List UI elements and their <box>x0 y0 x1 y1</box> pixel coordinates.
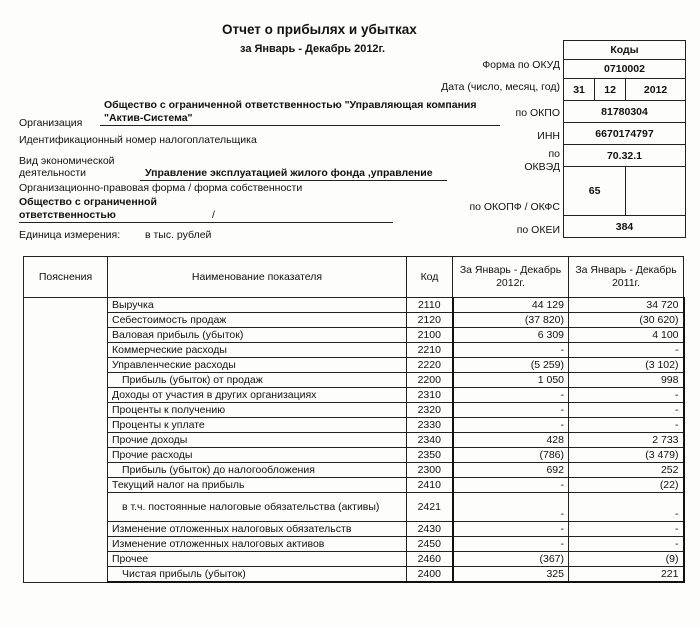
okud-value: 0710002 <box>564 60 686 79</box>
row-code: 2460 <box>407 552 453 567</box>
row-value-2012: - <box>453 537 569 552</box>
org-label: Организация <box>19 117 83 129</box>
row-value-2012: 428 <box>453 433 569 448</box>
col-2011: За Январь - Декабрь 2011г. <box>569 257 684 298</box>
row-name: Коммерческие расходы <box>108 343 407 358</box>
row-value-2011: 2 733 <box>569 433 684 448</box>
row-value-2012: - <box>453 343 569 358</box>
table-row <box>24 448 684 463</box>
row-value-2011: - <box>569 388 684 403</box>
row-value-2012: - <box>453 478 569 493</box>
table-row <box>24 433 684 448</box>
table-row <box>24 522 684 537</box>
row-code: 2430 <box>407 522 453 537</box>
inn-code-label: ИНН <box>537 130 560 142</box>
row-value-2011: - <box>569 493 684 522</box>
row-code: 2310 <box>407 388 453 403</box>
row-code: 2300 <box>407 463 453 478</box>
okopf-label: по ОКОПФ / ОКФС <box>469 201 560 213</box>
row-name: Проценты к получению <box>108 403 407 418</box>
row-value-2012: 325 <box>453 567 569 583</box>
row-name: Проценты к уплате <box>108 418 407 433</box>
row-value-2011: - <box>569 522 684 537</box>
row-code: 2220 <box>407 358 453 373</box>
okved-label-line2: ОКВЭД <box>524 161 560 173</box>
row-value-2012: - <box>453 493 569 522</box>
row-code: 2340 <box>407 433 453 448</box>
table-row <box>24 537 684 552</box>
row-value-2012: (5 259) <box>453 358 569 373</box>
legal-form-line1: Общество с ограниченной <box>19 196 157 208</box>
col-code: Код <box>407 257 453 298</box>
row-value-2012: 692 <box>453 463 569 478</box>
okved-value: 70.32.1 <box>564 145 686 167</box>
table-row <box>24 313 684 328</box>
table-row <box>24 478 684 493</box>
row-code: 2200 <box>407 373 453 388</box>
pnl-table <box>23 256 685 583</box>
row-code: 2350 <box>407 448 453 463</box>
row-code: 2330 <box>407 418 453 433</box>
codes-block <box>563 40 686 238</box>
org-underline <box>100 125 500 126</box>
row-code: 2110 <box>407 298 453 313</box>
table-row <box>24 463 684 478</box>
row-name: Себестоимость продаж <box>108 313 407 328</box>
table-header-row <box>24 257 684 298</box>
okei-label: по ОКЕИ <box>516 224 560 236</box>
row-value-2011: 4 100 <box>569 328 684 343</box>
row-value-2012: 1 050 <box>453 373 569 388</box>
row-name: Изменение отложенных налоговых обязательств <box>108 522 407 537</box>
row-value-2012: 6 309 <box>453 328 569 343</box>
row-name: Выручка <box>108 298 407 313</box>
row-code: 2320 <box>407 403 453 418</box>
date-day: 31 <box>564 79 595 101</box>
row-name: Прочее <box>108 552 407 567</box>
okpo-value: 81780304 <box>564 101 686 123</box>
inn-value: 6670174797 <box>564 123 686 145</box>
table-row <box>24 358 684 373</box>
activity-value: Управление эксплуатацией жилого фонда ,управление <box>145 167 433 179</box>
row-value-2011: (22) <box>569 478 684 493</box>
row-value-2012: - <box>453 418 569 433</box>
okei-value: 384 <box>564 216 686 238</box>
report-period: за Январь - Декабрь 2012г. <box>240 43 386 55</box>
activity-label-line2: деятельности <box>19 167 86 179</box>
org-name-line1: Общество с ограниченной ответственностью "Управляющая компания <box>104 99 477 111</box>
okved-label-line1: по <box>548 148 560 160</box>
okopf-value: 65 <box>564 167 626 216</box>
legal-form-label: Организационно-правовая форма / форма собственности <box>19 182 303 194</box>
row-code: 2210 <box>407 343 453 358</box>
row-name: Прочие расходы <box>108 448 407 463</box>
row-value-2011: (3 479) <box>569 448 684 463</box>
row-value-2011: - <box>569 403 684 418</box>
row-name: Управленческие расходы <box>108 358 407 373</box>
table-row <box>24 567 684 583</box>
row-value-2011: - <box>569 418 684 433</box>
row-code: 2450 <box>407 537 453 552</box>
row-name: Валовая прибыль (убыток) <box>108 328 407 343</box>
legal-form-line2: ответственностью <box>19 209 116 221</box>
col-name: Наименование показателя <box>108 257 407 298</box>
date-year: 2012 <box>626 79 686 101</box>
row-value-2011: (3 102) <box>569 358 684 373</box>
row-value-2012: (37 820) <box>453 313 569 328</box>
row-value-2011: 34 720 <box>569 298 684 313</box>
row-value-2011: 252 <box>569 463 684 478</box>
okpo-label: по ОКПО <box>515 107 560 119</box>
table-row <box>24 552 684 567</box>
row-value-2012: (367) <box>453 552 569 567</box>
org-name-line2: "Актив-Система" <box>104 112 193 124</box>
row-name: Текущий налог на прибыль <box>108 478 407 493</box>
col-2012: За Январь - Декабрь 2012г. <box>453 257 569 298</box>
row-code: 2410 <box>407 478 453 493</box>
row-code: 2400 <box>407 567 453 583</box>
codes-heading: Коды <box>564 41 686 60</box>
row-value-2011: (9) <box>569 552 684 567</box>
activity-label-line1: Вид экономической <box>19 155 115 167</box>
row-name: Прибыль (убыток) до налогообложения <box>108 463 407 478</box>
table-row <box>24 328 684 343</box>
row-value-2011: - <box>569 343 684 358</box>
row-value-2011: (30 620) <box>569 313 684 328</box>
table-row <box>24 388 684 403</box>
okfs-value <box>626 167 686 216</box>
row-name: в т.ч. постоянные налоговые обязательства (активы) <box>108 493 407 522</box>
row-name: Чистая прибыль (убыток) <box>108 567 407 583</box>
row-value-2011: - <box>569 537 684 552</box>
row-code: 2120 <box>407 313 453 328</box>
activity-underline <box>140 180 447 181</box>
row-name: Прочие доходы <box>108 433 407 448</box>
date-label: Дата (число, месяц, год) <box>441 81 560 93</box>
table-row <box>24 418 684 433</box>
table-row <box>24 343 684 358</box>
legal-form-underline <box>19 222 393 223</box>
table-row <box>24 373 684 388</box>
row-name: Изменение отложенных налоговых активов <box>108 537 407 552</box>
row-value-2011: 998 <box>569 373 684 388</box>
row-value-2012: - <box>453 522 569 537</box>
row-value-2012: 44 129 <box>453 298 569 313</box>
row-name: Доходы от участия в других организациях <box>108 388 407 403</box>
row-code: 2421 <box>407 493 453 522</box>
unit-label: Единица измерения: <box>19 229 121 241</box>
table-row <box>24 493 684 522</box>
row-value-2012: (786) <box>453 448 569 463</box>
row-value-2012: - <box>453 388 569 403</box>
date-month: 12 <box>595 79 626 101</box>
legal-form-slash: / <box>212 209 215 221</box>
report-title: Отчет о прибылях и убытках <box>222 22 417 37</box>
row-value-2011: 221 <box>569 567 684 583</box>
table-row <box>24 298 684 313</box>
row-name: Прибыль (убыток) от продаж <box>108 373 407 388</box>
okud-label: Форма по ОКУД <box>482 59 560 71</box>
col-notes: Пояснения <box>24 257 108 298</box>
table-row <box>24 403 684 418</box>
inn-label: Идентификационный номер налогоплательщика <box>19 134 257 146</box>
unit-value: в тыс. рублей <box>145 229 212 241</box>
row-code: 2100 <box>407 328 453 343</box>
notes-cell <box>24 298 108 583</box>
row-value-2012: - <box>453 403 569 418</box>
